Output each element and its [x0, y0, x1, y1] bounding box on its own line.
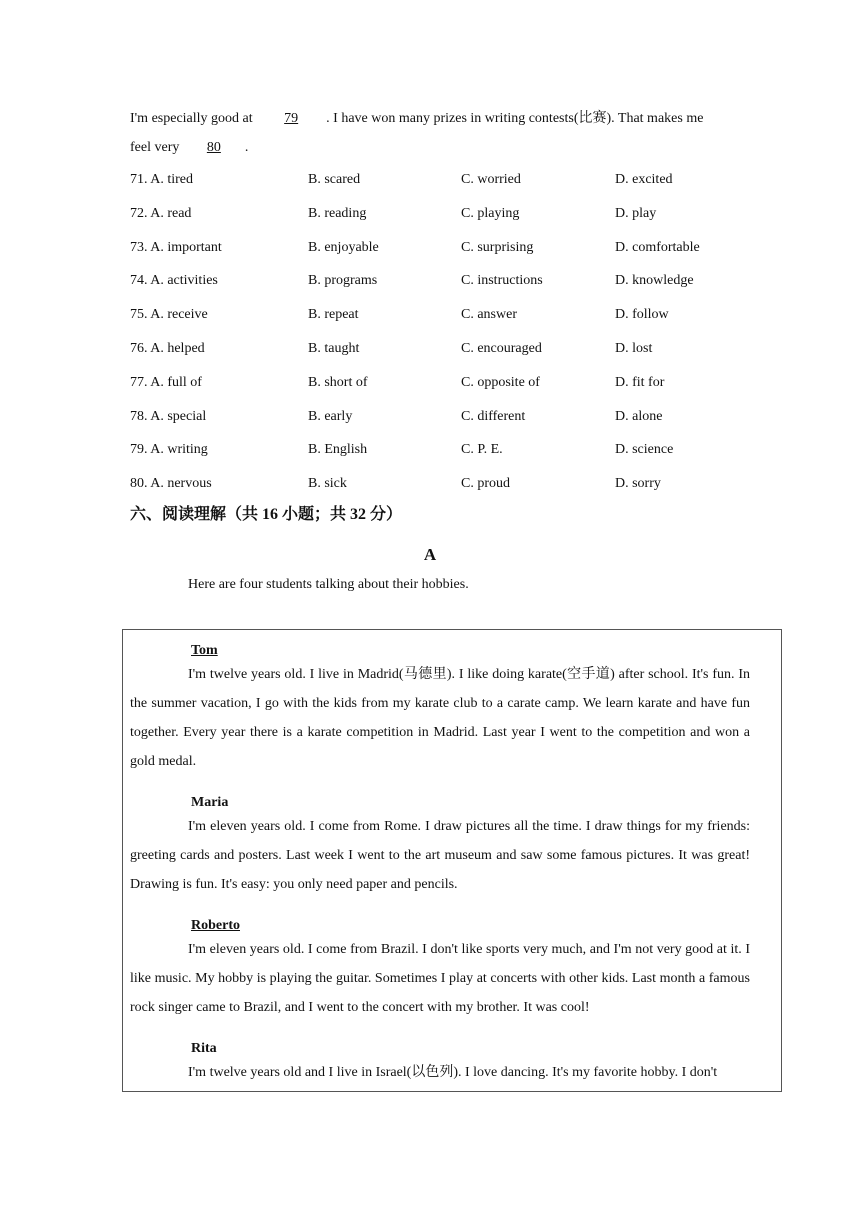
option-a: 78. A. special	[130, 409, 207, 424]
option-d: D. comfortable	[615, 240, 700, 255]
option-a: 80. A. nervous	[130, 476, 212, 491]
question-72	[130, 204, 830, 224]
option-b: B. short of	[308, 375, 368, 390]
option-d: D. alone	[615, 409, 663, 424]
question-77	[130, 373, 830, 393]
option-b: B. repeat	[308, 307, 359, 322]
option-c: C. worried	[461, 172, 521, 187]
option-a: 77. A. full of	[130, 375, 202, 390]
option-c: C. P. E.	[461, 442, 503, 457]
student-name-rita: Rita	[191, 1041, 217, 1056]
option-c: C. different	[461, 409, 526, 424]
student-paragraph-rita: I'm twelve years old and I live in Israel(以色列). I love dancing. It's my favorite hobby. I don't	[188, 1065, 718, 1080]
option-d: D. sorry	[615, 476, 661, 491]
option-d: D. lost	[615, 341, 653, 356]
option-b: B. sick	[308, 476, 347, 491]
option-b: B. enjoyable	[308, 240, 379, 255]
option-a: 79. A. writing	[130, 442, 208, 457]
option-a: 76. A. helped	[130, 341, 205, 356]
option-c: C. answer	[461, 307, 517, 322]
option-c: C. proud	[461, 476, 510, 491]
question-71	[130, 170, 830, 190]
question-80	[130, 474, 830, 494]
option-b: B. taught	[308, 341, 360, 356]
student-name-tom: Tom	[191, 643, 218, 658]
question-74	[130, 271, 830, 291]
option-a: 72. A. read	[130, 206, 192, 221]
option-a: 73. A. important	[130, 240, 222, 255]
student-paragraph-roberto: I'm eleven years old. I come from Brazil. I don't like sports very much, and I'm not very good at it. I like music. My hobby is playing the guitar. Sometimes I play at concerts with other kids. Last month a famous rock singer came to Brazil, and I went to the concert with my brother. It was cool!	[130, 942, 750, 1015]
student-name-maria: Maria	[191, 795, 229, 810]
option-b: B. reading	[308, 206, 367, 221]
passage-line-1	[130, 109, 703, 129]
passage-text: .	[244, 140, 249, 155]
option-b: B. English	[308, 442, 368, 457]
passage-text: . I have won many prizes in writing contests(比赛). That makes me	[326, 111, 704, 126]
option-b: B. scared	[308, 172, 361, 187]
option-d: D. fit for	[615, 375, 665, 390]
option-c: C. encouraged	[461, 341, 542, 356]
student-paragraph-maria: I'm eleven years old. I come from Rome. I draw pictures all the time. I draw things for my friends: greeting cards and posters. Last week I went to the art museum and saw some famous pictures. It was great! Drawing is fun. It's easy: you only need paper and pencils.	[130, 819, 750, 892]
question-76	[130, 339, 830, 359]
blank-80: 80	[206, 140, 221, 155]
question-73	[130, 238, 830, 258]
option-b: B. programs	[308, 273, 378, 288]
option-c: C. opposite of	[461, 375, 540, 390]
option-a: 75. A. receive	[130, 307, 208, 322]
passage-text: I'm especially good at	[130, 111, 257, 126]
option-d: D. play	[615, 206, 657, 221]
passage-text: feel very	[130, 140, 183, 155]
option-a: 71. A. tired	[130, 172, 193, 187]
option-d: D. follow	[615, 307, 669, 322]
option-d: D. science	[615, 442, 674, 457]
blank-79: 79	[284, 111, 299, 126]
option-c: C. playing	[461, 206, 520, 221]
option-c: C. surprising	[461, 240, 534, 255]
student-name-roberto: Roberto	[191, 918, 240, 933]
section-heading: 六、阅读理解（共 16 小题；共 32 分）	[130, 506, 403, 523]
option-a: 74. A. activities	[130, 273, 218, 288]
option-c: C. instructions	[461, 273, 543, 288]
option-d: D. excited	[615, 172, 673, 187]
question-78	[130, 407, 830, 427]
question-79	[130, 440, 830, 460]
option-b: B. early	[308, 409, 353, 424]
question-75	[130, 305, 830, 325]
option-d: D. knowledge	[615, 273, 694, 288]
student-paragraph-tom: I'm twelve years old. I live in Madrid(马德里). I like doing karate(空手道) after school. It's fun. In the summer vacation, I go with the kids from my karate club to a carate camp. We learn karate and have fun together. Every year there is a karate competition in Madrid. Last year I went to the competition and won a gold medal.	[130, 667, 750, 769]
passage-intro: Here are four students talking about their hobbies.	[188, 577, 469, 592]
passage-line-2	[130, 138, 248, 158]
part-title: A	[423, 545, 437, 564]
